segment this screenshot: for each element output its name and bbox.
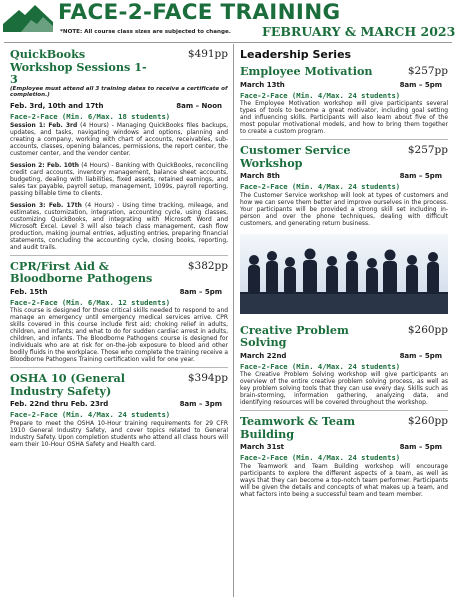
course-time: 8am – 5pm (399, 351, 442, 360)
section-divider (240, 410, 448, 411)
course-price: $260pp (407, 415, 448, 427)
course-dates: March 22nd (240, 351, 287, 360)
course-osha (10, 372, 228, 448)
course-title: Customer Service Workshop (240, 143, 351, 170)
session-2-label: Session 2: Feb. 10th (10, 161, 80, 169)
course-title: Teamwork & Team Building (240, 414, 356, 441)
course-price: $382pp (187, 259, 228, 272)
course-time: 8am – 5pm (399, 443, 442, 451)
course-schedule (240, 172, 448, 181)
course-time: 8am – 5pm (399, 172, 442, 180)
course-description: The Creative Problem Solving workshop will give participants an overview of the entire creative problem solving process, as well as key problem solving tools that they can use every day. Skills such as brain-storming, information gathering, analyzing data, and identifying resources will be covered throughout the workshop. (240, 371, 448, 406)
course-title: CPR/First Aid & Bloodborne Pathogens (10, 258, 153, 286)
course-title: Creative Problem Solving (240, 322, 349, 349)
course-dates: Feb. 3rd, 10th and 17th (10, 102, 104, 111)
course-time: 8am – 3pm (179, 400, 222, 409)
business-team-silhouette-photo (240, 234, 448, 314)
course-schedule (10, 288, 228, 297)
column-divider (233, 44, 234, 597)
course-teamwork (240, 415, 448, 498)
course-quickbooks (10, 48, 228, 251)
course-price: $491pp (187, 48, 228, 60)
course-price: $257pp (407, 144, 448, 156)
course-price: $394pp (187, 372, 228, 385)
course-time: 8am – 5pm (179, 287, 222, 296)
course-mode: Face-2-Face (Min. 6/Max. 18 students) (10, 112, 171, 122)
session-2-description (10, 162, 228, 197)
series-title: Leadership Series (240, 48, 352, 61)
course-dates: March 8th (240, 172, 280, 180)
course-dates: March 31st (240, 443, 284, 451)
course-title: Employee Motivation (240, 64, 373, 78)
course-customer-service (240, 144, 448, 227)
course-description: The Teamwork and Team Building workshop will encourage participants to explore the different aspects of a team, as well as ways that they can become a top-notch team performer. Participants will be given the details and concepts of what makes up a team, and what factors into being a successful team and team member. (240, 462, 448, 498)
session-3-description (10, 202, 228, 251)
session-3-text: (4 Hours) - Using time tracking, mileage, and estimates, customization, integration, accounting cycle, using classes, customizing QuickBooks, and integrating with Microsoft Word and Microsoft Excel. Level 3 will also teach class management, cash flow production, making journal entries, adjusting entries, preparing financial statements, concluding the accounting cycle, closing books, reporting, and audit trails. (10, 201, 228, 251)
session-2-text: (4 Hours) - Banking with QuickBooks, reconciling credit card accounts, inventory management, balance sheet accounts, budgeting, dealing with liabilities, fixed assets, retained earnings, and sales tax payable, payroll setup, management, 1099s, payroll reporting, passing billable time to clients. (10, 161, 228, 197)
course-employee-motivation (240, 65, 448, 135)
course-dates: Feb. 15th (10, 287, 48, 296)
course-description: The Employee Motivation workshop will give participants several types of tools to become a great motivator, including goal setting and influencing skills. Participants will also learn about five of the most popular motivational models, and how to bring them together to create a custom program. (240, 100, 448, 135)
right-column (240, 48, 448, 501)
course-price: $260pp (407, 323, 448, 336)
course-schedule (10, 102, 228, 111)
size-note: *NOTE: All course class sizes are subjected to change. (60, 29, 231, 35)
course-mode: Face-2-Face (Min. 4/Max. 24 students) (240, 361, 401, 371)
session-1-label: Session 1: Feb. 3rd (10, 121, 78, 129)
course-title: OSHA 10 (General Industry Safety) (10, 371, 126, 398)
course-mode: Face-2-Face (Min. 4/Max. 24 students) (240, 453, 401, 462)
section-divider (10, 367, 228, 368)
session-3-label: Session 3: Feb. 17th (10, 201, 82, 209)
session-1-description (10, 122, 228, 157)
course-cpr (10, 260, 228, 364)
course-mode: Face-2-Face (Min. 6/Max. 12 students) (10, 297, 171, 307)
session-1-text: (4 Hours) - Managing QuickBooks files backups, updates, and tasks, navigating windows and options, planning and creating a company, working with chart of accounts, receivables, sub-accounts, classes, opening balances, permissions, the report center, the customer center, and the vendor center. (10, 121, 228, 157)
course-description: Prepare to meet the OSHA 10-Hour training requirements for 29 CFR 1910 General Industry Safety, and cover topics related to General Industry Safety. Upon completion students who attend all class hours will earn their 10-Hour OSHA Safety and Health card. (10, 419, 228, 448)
section-divider (240, 139, 448, 140)
course-description: The Customer Service workshop will look at types of customers and how we can serve them better and improve ourselves in the process. Your participants will be provided a strong skill set including in-person and over the phone techniques, dealing with difficult customers, and generating return business. (240, 191, 448, 227)
course-time: 8am – 5pm (399, 80, 442, 89)
course-mode: Face-2-Face (Min. 4/Max. 24 students) (10, 410, 171, 420)
left-column (10, 48, 228, 451)
page-title: FACE-2-FACE TRAINING (58, 0, 341, 25)
header-divider (4, 42, 452, 43)
course-schedule (240, 352, 448, 361)
course-schedule (240, 81, 448, 90)
course-schedule (10, 400, 228, 409)
course-attend-note: (Employee must attend all 3 training dates to receive a certificate of completion.) (10, 85, 228, 99)
course-mode: Face-2-Face (Min. 4/Max. 24 students) (240, 90, 401, 100)
course-dates: March 13th (240, 80, 285, 89)
course-dates: Feb. 22nd thru Feb. 23rd (10, 400, 109, 409)
course-price: $257pp (407, 65, 448, 77)
course-schedule (240, 443, 448, 452)
section-divider (10, 255, 228, 256)
course-description: This course is designed for those critical skills needed to respond to and manage an emergency until emergency medical services arrive. CPR skills covered in this course include first aid; choking relief in adults, children, and infants; and what to do for sudden cardiac arrest in adults, children, and infants. The Bloodborne Pathogens course is designed for individuals who are at risk for on-the-job exposure to blood and other bodily fluids in the workplace. Those who complete the training receive a Bloodborne Pathogens Training certification valid for one year. (10, 307, 228, 364)
date-range: FEBRUARY & MARCH 2023 (262, 24, 455, 39)
course-creative-problem-solving (240, 324, 448, 407)
course-title: QuickBooks Workshop Sessions 1-3 (10, 47, 147, 86)
course-time: 8am – Noon (176, 102, 222, 111)
course-mode: Face-2-Face (Min. 4/Max. 24 students) (240, 182, 401, 191)
mountain-logo-icon (3, 2, 53, 32)
